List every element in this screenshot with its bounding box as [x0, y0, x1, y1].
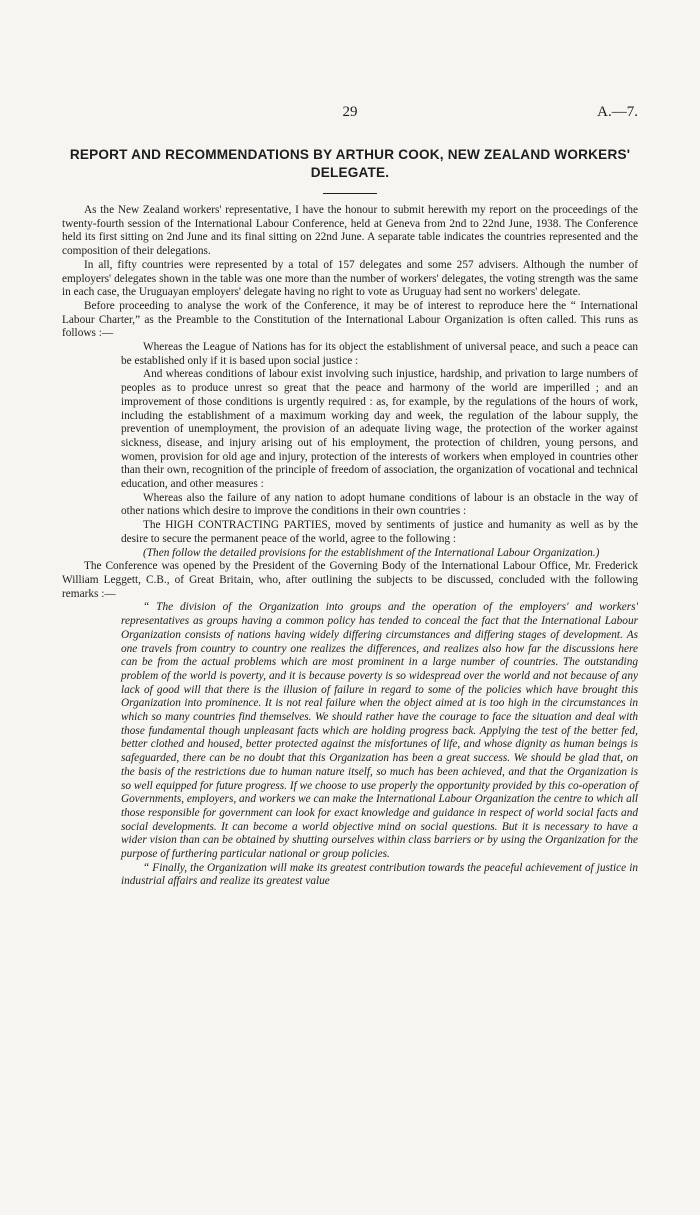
document-page [62, 104, 638, 889]
charter-intro-paragraph: Before proceeding to analyse the work of the Conference, it may be of interest to reproduce here the “ International Labour Charter,” as the Preamble to the Constitution of the International Labour Organization is often called. This runs as follows :— [62, 299, 638, 340]
countries-paragraph: In all, fifty countries were represented by a total of 157 delegates and some 257 advisers. Although the number of employers' delegates shown in the table was one more than the number of workers' delegates, the voting strength was the same in each case, the Uruguayan employers' delegate having no right to vote as Uruguay had sent no workers' delegate. [62, 258, 638, 299]
preamble-paragraph: The HIGH CONTRACTING PARTIES, moved by sentiments of justice and humanity as well as by the desire to secure the permanent peace of the world, agree to the following : [121, 519, 638, 545]
page-header [62, 104, 638, 128]
intro-paragraph: As the New Zealand workers' representative, I have the honour to submit herewith my report on the proceedings of the twenty-fourth session of the International Labour Conference, held at Geneva from 2nd to 22nd June, 1938. The Conference held its first sitting on 2nd June and its final sitting on 22nd June. A separate table indicates the countries represented and the composition of their delegations. [62, 204, 638, 258]
president-speech [121, 601, 638, 889]
preamble-paragraph: Whereas also the failure of any nation to adopt humane conditions of labour is an obstacle in the way of other nations which desire to improve the conditions in their own countries : [121, 491, 638, 518]
preamble-note-block [121, 547, 638, 561]
document-reference: A.—7. [597, 104, 638, 120]
page-number: 29 [342, 104, 358, 120]
preamble-paragraph: Whereas the League of Nations has for its object the establishment of universal peace, and such a peace can be established only if it is based upon social justice : [121, 341, 638, 367]
title-divider [323, 193, 377, 194]
preamble-paragraph: And whereas conditions of labour exist involving such injustice, hardship, and privation to large numbers of peoples as to produce unrest so great that the peace and harmony of the world are imperilled ; and an improvement of those conditions is urgently required : as, for example, by the regulations of the hours of work, including the establishment of a maximum working day and week, the regulation of the labour supply, the prevention of unemployment, the provision of an adequate living wage, the protection of the worker against sickness, disease, and injury arising out of his employment, the protection of children, young persons, and women, provision for old age and injury, protection of the interests of workers when employed in countries other than their own, recognition of the principle of freedom of association, the organization of vocational and technical education, and other measures : [121, 368, 638, 491]
opening-paragraph: The Conference was opened by the President of the Governing Body of the International Labour Office, Mr. Frederick William Leggett, C.B., of Great Britain, who, after outlining the subjects to be discussed, concluded with the following remarks :— [62, 560, 638, 600]
preamble-quote [121, 341, 638, 547]
report-title: REPORT AND RECOMMENDATIONS BY ARTHUR COOK, NEW ZEALAND WORKERS' DELEGATE. [69, 147, 631, 180]
speech-paragraph: “ The division of the Organization into groups and the operation of the employers' and workers' representatives as groups having a common policy has tended to conceal the fact that the International Labour Organization consists of nations having widely differing circumstances and differing stages of development. As one travels from country to country one realizes the differences, and realizes also how far the discussions here can be from the actual problems which are most prominent in a large number of countries. The outstanding problem of the world is poverty, and it is because poverty is so widespread over the world and not because of any lack of good will that there is the illusion of failure in regard to some of the policies which have brought this Organization into prominence. It is not real failure when the object aimed at is too high in the circumstances in which so many countries find themselves. We should rather have the courage to face the situation and deal with those fundamental though unpleasant facts which are holding progress back. Applying the test of the better fed, better clothed and housed, better protected against the misfortunes of life, and whose dignity as human beings is safeguarded, there can be no doubt that this Organization has been a great success. We should be glad that, on the basis of the restrictions due to human nature itself, so much has been achieved, and that the Organization is so well equipped for future progress. If we choose to use properly the opportunity provided by this co-operation of Governments, employers, and workers we can make the International Labour Organization the centre to which all those responsible for government can look for exact knowledge and guidance in respect of world social facts and social developments. It can become a world objective mind on social questions. But it is necessary to have a wider vision than can be obtained by shutting ourselves within class barriers or by using the Organization for the purpose of furthering particular national or group policies. [121, 601, 638, 861]
speech-paragraph: “ Finally, the Organization will make its greatest contribution towards the peaceful achievement of justice in industrial affairs and realize its greatest value [121, 861, 638, 888]
preamble-note: (Then follow the detailed provisions for the establishment of the International Labour Organization.) [143, 546, 600, 559]
